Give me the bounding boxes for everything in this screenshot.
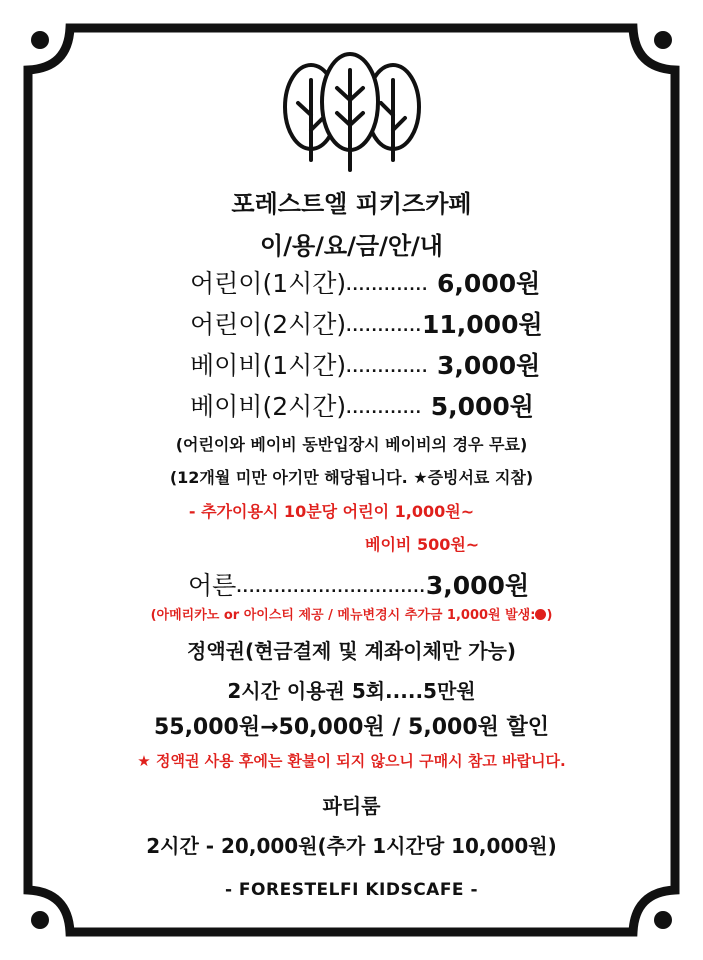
extra-time-child: - 추가이용시 10분당 어린이 1,000원~ bbox=[188, 502, 475, 521]
price-label: 어른 bbox=[188, 571, 237, 600]
corner-dot-tl bbox=[31, 31, 49, 49]
price-row-baby-2h bbox=[190, 387, 534, 423]
pass-title: 정액권(현금결제 및 계좌이체만 가능) bbox=[187, 639, 516, 663]
page-title: 포레스트엘 피키즈카페 bbox=[231, 190, 472, 218]
price-dots: ............. bbox=[346, 360, 429, 376]
price-value: 11,000원 bbox=[422, 310, 543, 339]
party-title: 파티룸 bbox=[322, 794, 381, 818]
extra-time-baby: 베이비 500원~ bbox=[365, 535, 480, 554]
pass-warning: ★ 정액권 사용 후에는 환불이 되지 않으니 구매시 참고 바랍니다. bbox=[137, 752, 566, 770]
price-dots: ............. bbox=[346, 278, 429, 294]
corner-dot-bl bbox=[31, 911, 49, 929]
footer: - FORESTELFI KIDSCAFE - bbox=[224, 880, 479, 900]
adult-note-text: (아메리카노 or 아이스티 제공 / 메뉴변경시 추가금 1,000원 발생: bbox=[150, 608, 536, 623]
price-value: 6,000원 bbox=[437, 269, 541, 298]
tree-logo-icon bbox=[285, 54, 419, 170]
pass-line: 2시간 이용권 5회.....5만원 bbox=[227, 679, 476, 703]
pass-discount: 55,000원→50,000원 / 5,000원 할인 bbox=[153, 715, 550, 740]
corner-dot-br bbox=[654, 911, 672, 929]
price-value: 3,000원 bbox=[437, 351, 541, 380]
adult-note bbox=[0, 604, 703, 623]
price-dots: ............ bbox=[346, 319, 422, 335]
price-dots: ............ bbox=[346, 401, 422, 417]
adult-note-end: ) bbox=[546, 608, 553, 623]
price-label: 베이비(2시간) bbox=[190, 392, 347, 421]
price-dots: .............................. bbox=[236, 580, 426, 596]
corner-dot-tr bbox=[654, 31, 672, 49]
page-subtitle: 이/용/요/금/안/내 bbox=[260, 232, 443, 260]
price-value: 3,000원 bbox=[425, 571, 530, 600]
note-sibling-free: (어린이와 베이비 동반입장시 베이비의 경우 무료) bbox=[175, 435, 528, 454]
price-row-adult bbox=[188, 566, 529, 602]
price-label: 어린이(2시간) bbox=[190, 310, 347, 339]
party-line: 2시간 - 20,000원(추가 1시간당 10,000원) bbox=[146, 834, 557, 858]
price-label: 어린이(1시간) bbox=[190, 269, 347, 298]
price-row-baby-1h bbox=[190, 346, 540, 382]
price-value: 5,000원 bbox=[430, 392, 534, 421]
red-dot-icon bbox=[535, 609, 546, 620]
note-infant: (12개월 미만 아기만 해당됩니다. ★증빙서료 지참) bbox=[169, 468, 534, 487]
price-row-child-1h bbox=[190, 264, 540, 300]
price-label: 베이비(1시간) bbox=[190, 351, 347, 380]
price-row-child-2h bbox=[190, 305, 543, 341]
